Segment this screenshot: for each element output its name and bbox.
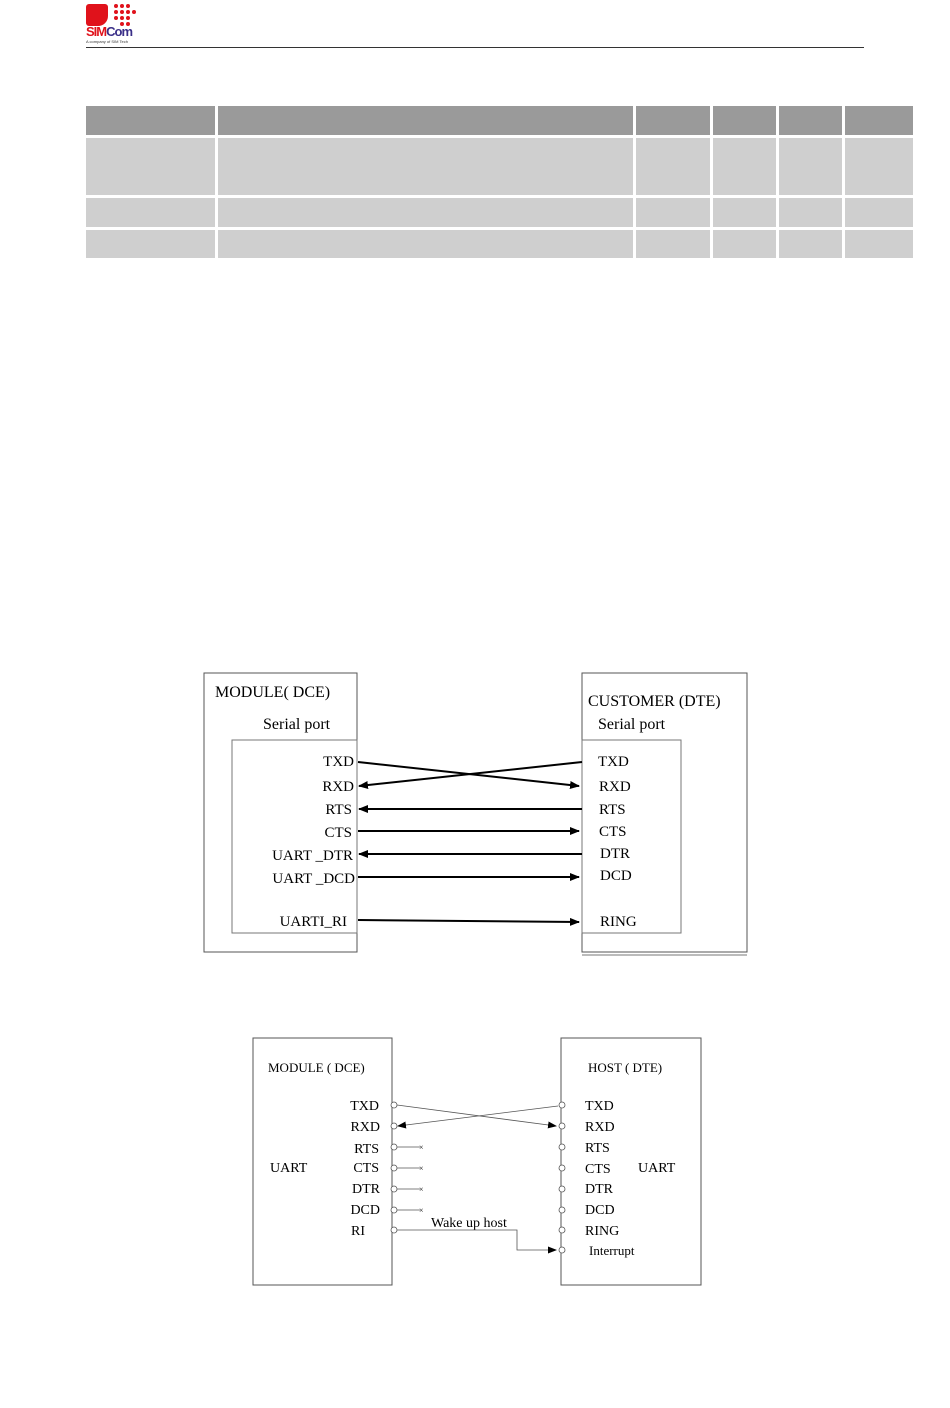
table-cell: [713, 106, 776, 135]
pin-label: RXD: [585, 1120, 615, 1135]
simcom-logo: [86, 4, 140, 46]
logo-wordmark: SIMCom: [86, 24, 133, 39]
pin-label: RING: [585, 1224, 620, 1239]
pin-label: DCD: [585, 1203, 615, 1218]
uart-null-modem-diagram: [245, 1030, 710, 1295]
customer-serial-box: [582, 740, 681, 933]
no-connect-mark: ×: [419, 1185, 424, 1194]
pin-label: CTS: [599, 824, 627, 840]
pin-label: CTS: [585, 1162, 611, 1177]
module-title: MODULE ( DCE): [268, 1060, 365, 1075]
table-row: [86, 198, 913, 227]
header-rule: [86, 47, 864, 48]
pin-label: RI: [351, 1224, 365, 1239]
table-cell: [779, 138, 842, 195]
pin-label: RXD: [350, 1120, 380, 1135]
pin-label: DCD: [600, 868, 632, 884]
pin-label: CTS: [353, 1161, 379, 1176]
pin-label: CTS: [324, 825, 352, 841]
table-cell: [636, 230, 710, 258]
no-connect-mark: ×: [419, 1143, 424, 1152]
pin-label: UART _DCD: [272, 871, 355, 887]
table-cell: [845, 106, 913, 135]
host-uart-label: UART: [638, 1161, 676, 1176]
pin-table: [83, 103, 916, 261]
pin-label: RTS: [325, 802, 352, 818]
table-cell: [86, 138, 215, 195]
pin-label: RING: [600, 914, 637, 930]
module-subtitle: Serial port: [263, 716, 331, 733]
table-cell: [86, 230, 215, 258]
pin-label: RXD: [599, 779, 631, 795]
table-cell: [218, 138, 633, 195]
pin-label: TXD: [350, 1099, 379, 1114]
logo-red-block: [86, 4, 108, 26]
table-cell: [86, 106, 215, 135]
module-title: MODULE( DCE): [215, 684, 331, 701]
pin-label: DTR: [600, 846, 630, 862]
table-cell: [713, 230, 776, 258]
pin-label: RTS: [354, 1142, 379, 1157]
pin-label: TXD: [585, 1099, 614, 1114]
table-cell: [713, 198, 776, 227]
pin-label: Interrupt: [589, 1243, 635, 1258]
customer-title: CUSTOMER (DTE): [588, 693, 721, 710]
table-cell: [713, 138, 776, 195]
pin-label: UARTI_RI: [279, 914, 347, 930]
pin-label: TXD: [598, 754, 629, 770]
table-cell: [845, 230, 913, 258]
pin-label: RXD: [322, 779, 354, 795]
table-cell: [845, 138, 913, 195]
wake-up-label: Wake up host: [431, 1216, 507, 1231]
pin-label: DTR: [585, 1182, 613, 1197]
table-cell: [845, 198, 913, 227]
table-cell: [636, 106, 710, 135]
no-connect-mark: ×: [419, 1206, 424, 1215]
pin-label: UART _DTR: [272, 848, 353, 864]
table-header-row: [86, 106, 913, 135]
customer-subtitle: Serial port: [598, 716, 666, 733]
pin-label: DTR: [352, 1182, 380, 1197]
module-uart-label: UART: [270, 1161, 308, 1176]
logo-tagline: A company of SIM Tech: [86, 39, 128, 44]
table-cell: [86, 198, 215, 227]
uart-full-connection-diagram: [195, 665, 755, 960]
table-row: [86, 230, 913, 258]
table-cell: [636, 198, 710, 227]
table-cell: [779, 106, 842, 135]
table-cell: [218, 198, 633, 227]
pin-label: TXD: [323, 754, 354, 770]
host-title: HOST ( DTE): [588, 1060, 663, 1075]
table-cell: [218, 230, 633, 258]
pin-label: RTS: [585, 1141, 610, 1156]
table-cell: [218, 106, 633, 135]
pin-label: RTS: [599, 802, 626, 818]
table-cell: [636, 138, 710, 195]
table-cell: [779, 198, 842, 227]
table-row: [86, 138, 913, 195]
logo-dot-grid: [112, 4, 136, 26]
no-connect-mark: ×: [419, 1164, 424, 1173]
table-cell: [779, 230, 842, 258]
pin-label: DCD: [350, 1203, 380, 1218]
